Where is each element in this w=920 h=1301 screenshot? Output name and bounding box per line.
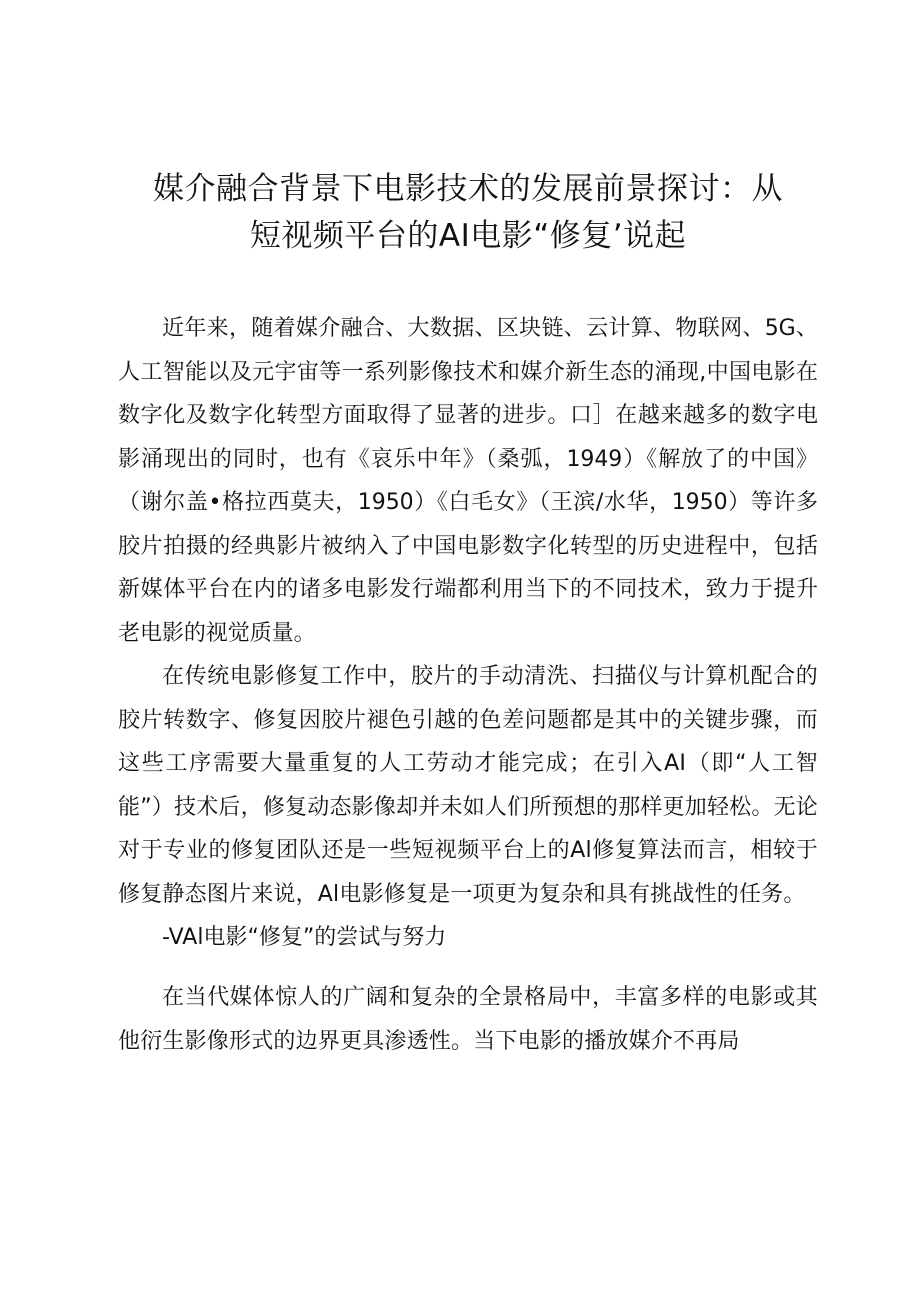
document-title (118, 166, 818, 260)
paragraph-1: 近年来，随着媒介融合、大数据、区块链、云计算、物联网、5G、人工智能以及元宇宙等一系列影像技术和媒介新生态的涌现,中国电影在数字化及数字化转型方面取得了显著的进步。口］在越来越多的数字电影涌现出的同时，也有《哀乐中年》（桑弧，1949）《解放了的中国》（谢尔盖•格拉西莫夫，1950）《白毛女》（王滨/水华，1950）等许多胶片拍摄的经典影片被纳入了中国电影数字化转型的历史进程中，包括新媒体平台在内的诸多电影发行端都利用当下的不同技术，致力于提升老电影的视觉质量。 (118, 316, 818, 646)
paragraph-3: 在当代媒体惊人的广阔和复杂的全景格局中，丰富多样的电影或其他衍生影像形式的边界更具渗透性。当下电影的播放媒介不再局 (118, 985, 818, 1054)
paragraph-2: 在传统电影修复工作中，胶片的手动清洗、扫描仪与计算机配合的胶片转数字、修复因胶片褪色引越的色差问题都是其中的关键步骤，而这些工序需要大量重复的人工劳动才能完成；在引入AI（即“人工智能”）技术后，修复动态影像却并未如人们所预想的那样更加轻松。无论对于专业的修复团队还是一些短视频平台上的Al修复算法而言，相较于修复静态图片来说，Al电影修复是一项更为复杂和具有挑战性的任务。 (118, 664, 818, 907)
title-line-2: 短视频平台的AI电影“修复’说起 (249, 218, 687, 254)
title-line-1: 媒介融合背景下电影技术的发展前景探讨：从 (153, 171, 783, 207)
section-heading: -VAl电影“修复”的尝试与努力 (162, 925, 447, 950)
document-body (118, 307, 818, 1063)
